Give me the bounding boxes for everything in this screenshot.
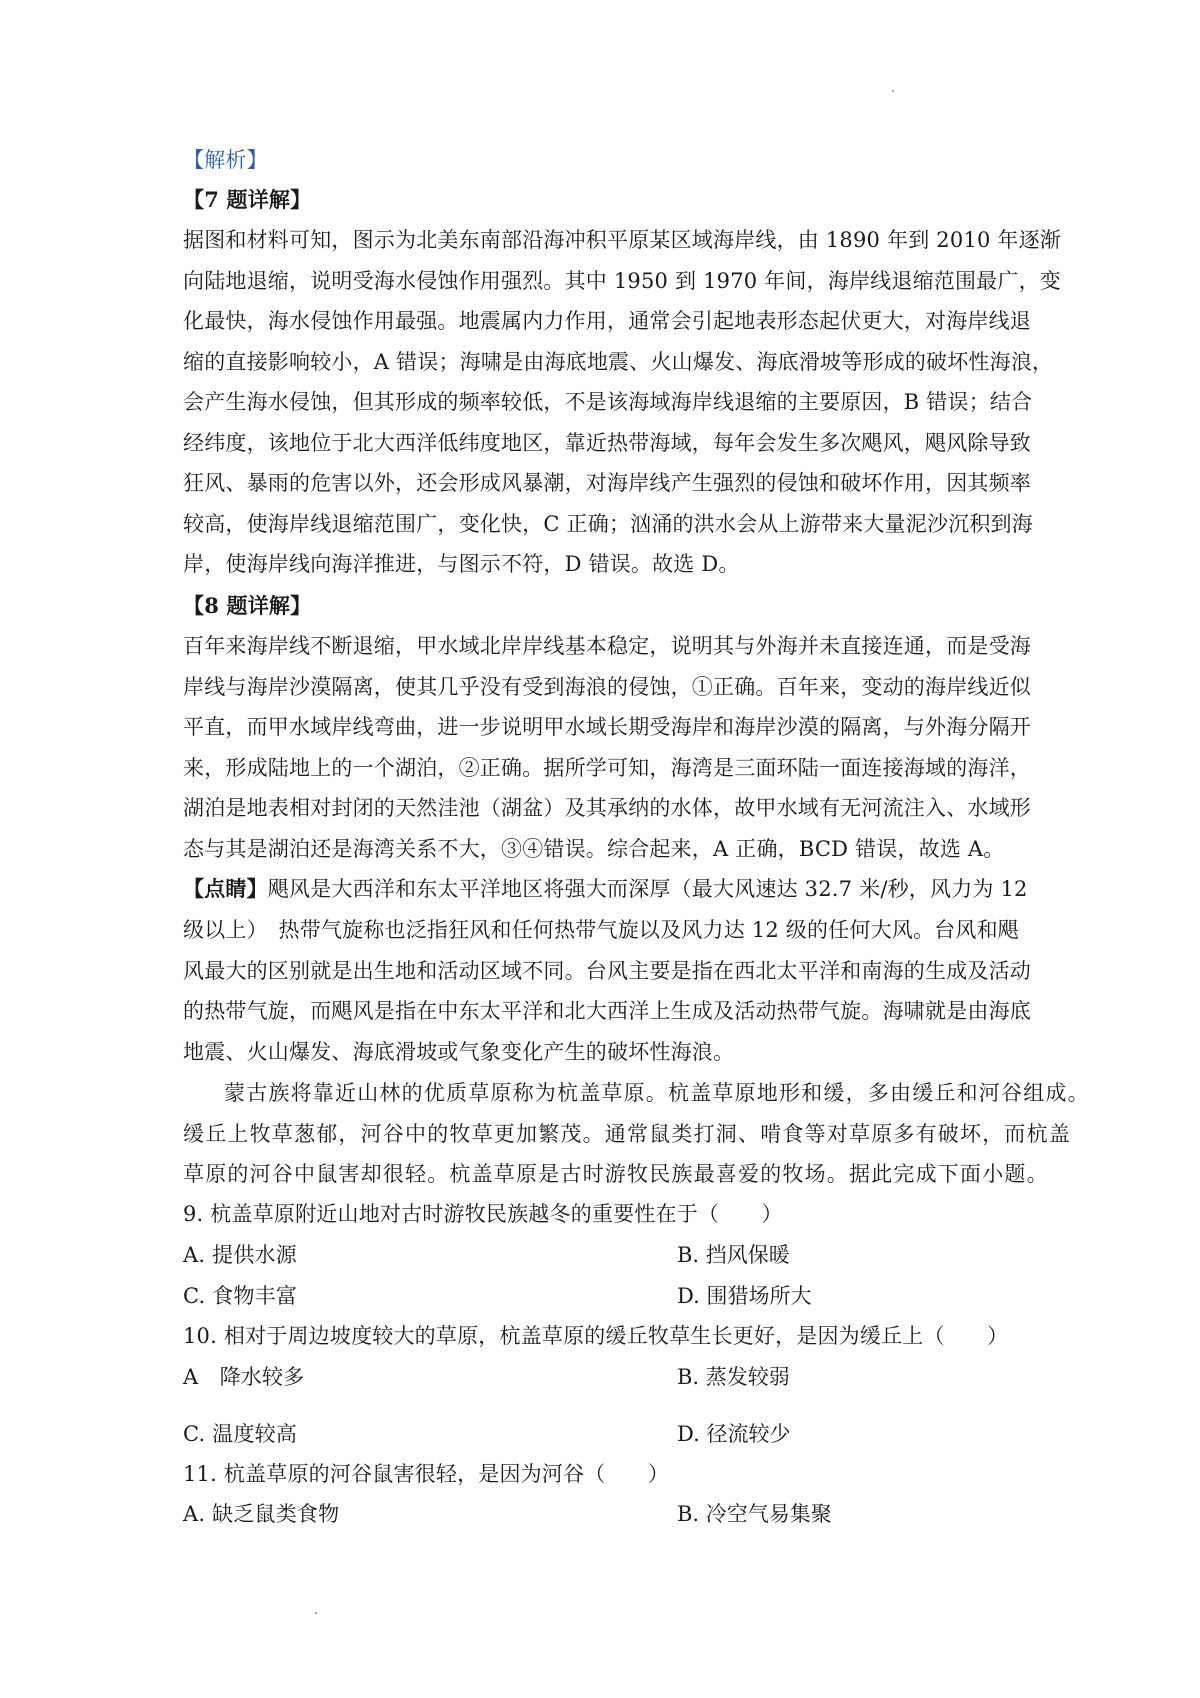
q10-stem: 10. 相对于周边坡度较大的草原，杭盖草原的缓丘牧草生长更好，是因为缓丘上（ ） bbox=[183, 1324, 1009, 1348]
q7-line: 缩的直接影响较小，A 错误；海啸是由海底地震、火山爆发、海底滑坡等形成的破坏性海浪， bbox=[183, 350, 1054, 374]
dianjing-line: 级以上） 热带气旋称也泛指狂风和任何热带气旋以及风力达 12 级的任何大风。台风和飓 bbox=[183, 918, 1019, 942]
q7-line: 会产生海水侵蚀，但其形成的频率较低，不是该海域海岸线退缩的主要原因，B 错误；结合 bbox=[183, 390, 1033, 414]
q11-stem: 11. 杭盖草原的河谷鼠害很轻，是因为河谷（ ） bbox=[183, 1462, 670, 1486]
q8-line: 来，形成陆地上的一个湖泊，②正确。据所学可知，海湾是三面环陆一面连接海域的海洋， bbox=[183, 756, 1031, 780]
q11-option-a: A. 缺乏鼠类食物 bbox=[183, 1502, 340, 1526]
q8-line: 百年来海岸线不断退缩，甲水域北岸岸线基本稳定，说明其与外海并未直接连通，而是受海 bbox=[183, 634, 1031, 658]
dianjing-text: 飓风是大西洋和东太平洋地区将强大而深厚（最大风速达 32.7 米/秒，风力为 12 bbox=[267, 877, 1028, 901]
q9-option-d: D. 围猎场所大 bbox=[677, 1284, 812, 1308]
q7-line: 据图和材料可知，图示为北美东南部沿海冲积平原某区域海岸线，由 1890 年到 2010 年逐渐 bbox=[183, 228, 1061, 252]
q10-option-a: A 降水较多 bbox=[183, 1365, 305, 1389]
scan-speck bbox=[315, 1612, 317, 1614]
q7-line: 较高，使海岸线退缩范围广，变化快，C 正确；汹涌的洪水会从上游带来大量泥沙沉积到海 bbox=[183, 512, 1033, 536]
q11-option-b: B. 冷空气易集聚 bbox=[677, 1502, 832, 1526]
q8-line: 平直，而甲水域岸线弯曲，进一步说明甲水域长期受海岸和海岸沙漠的隔离，与外海分隔开 bbox=[183, 715, 1031, 739]
material-line: 缓丘上牧草葱郁，河谷中的牧草更加繁茂。通常鼠类打洞、啃食等对草原多有破坏，而杭盖 bbox=[183, 1122, 1071, 1146]
q7-heading: 【7 题详解】 bbox=[183, 187, 312, 212]
q10-option-b: B. 蒸发较弱 bbox=[677, 1365, 790, 1389]
q7-line: 经纬度，该地位于北大西洋低纬度地区，靠近热带海域，每年会发生多次飓风，飓风除导致 bbox=[183, 431, 1031, 455]
dianjing-line: 地震、火山爆发、海底滑坡或气象变化产生的破坏性海浪。 bbox=[183, 1040, 735, 1064]
q7-line: 岸，使海岸线向海洋推进，与图示不符，D 错误。故选 D。 bbox=[183, 552, 740, 576]
material-line: 蒙古族将靠近山林的优质草原称为杭盖草原。杭盖草原地形和缓，多由缓丘和河谷组成。 bbox=[224, 1081, 1090, 1105]
scan-speck bbox=[892, 90, 894, 92]
q8-line: 态与其是湖泊还是海湾关系不大，③④错误。综合起来，A 正确，BCD 错误，故选 A。 bbox=[183, 837, 1005, 861]
q9-option-c: C. 食物丰富 bbox=[183, 1284, 298, 1308]
analysis-label: 【解析】 bbox=[183, 148, 268, 172]
dianjing-label: 【点睛】 bbox=[183, 876, 268, 901]
q9-stem: 9. 杭盖草原附近山地对古时游牧民族越冬的重要性在于（ ） bbox=[183, 1202, 783, 1226]
q8-line: 湖泊是地表相对封闭的天然洼池（湖盆）及其承纳的水体，故甲水域有无河流注入、水域形 bbox=[183, 796, 1031, 820]
q8-heading: 【8 题详解】 bbox=[183, 593, 312, 618]
q10-option-d: D. 径流较少 bbox=[677, 1422, 791, 1446]
q7-line: 化最快，海水侵蚀作用最强。地震属内力作用，通常会引起地表形态起伏更大，对海岸线退 bbox=[183, 309, 1031, 333]
dianjing-line: 的热带气旋，而飓风是指在中东太平洋和北大西洋上生成及活动热带气旋。海啸就是由海底 bbox=[183, 999, 1031, 1023]
q9-option-a: A. 提供水源 bbox=[183, 1243, 297, 1267]
q10-option-c: C. 温度较高 bbox=[183, 1422, 298, 1446]
material-line: 草原的河谷中鼠害却很轻。杭盖草原是古时游牧民族最喜爱的牧场。据此完成下面小题。 bbox=[183, 1162, 1049, 1186]
dianjing-first-line bbox=[183, 875, 1043, 903]
q7-line: 狂风、暴雨的危害以外，还会形成风暴潮，对海岸线产生强烈的侵蚀和破坏作用，因其频率 bbox=[183, 471, 1031, 495]
q7-line: 向陆地退缩，说明受海水侵蚀作用强烈。其中 1950 到 1970 年间，海岸线退缩范围最广，变 bbox=[183, 269, 1061, 293]
q8-line: 岸线与海岸沙漠隔离，使其几乎没有受到海浪的侵蚀，①正确。百年来，变动的海岸线近似 bbox=[183, 675, 1031, 699]
dianjing-line: 风最大的区别就是出生地和活动区域不同。台风主要是指在西北太平洋和南海的生成及活动 bbox=[183, 959, 1031, 983]
q9-option-b: B. 挡风保暖 bbox=[677, 1243, 790, 1267]
